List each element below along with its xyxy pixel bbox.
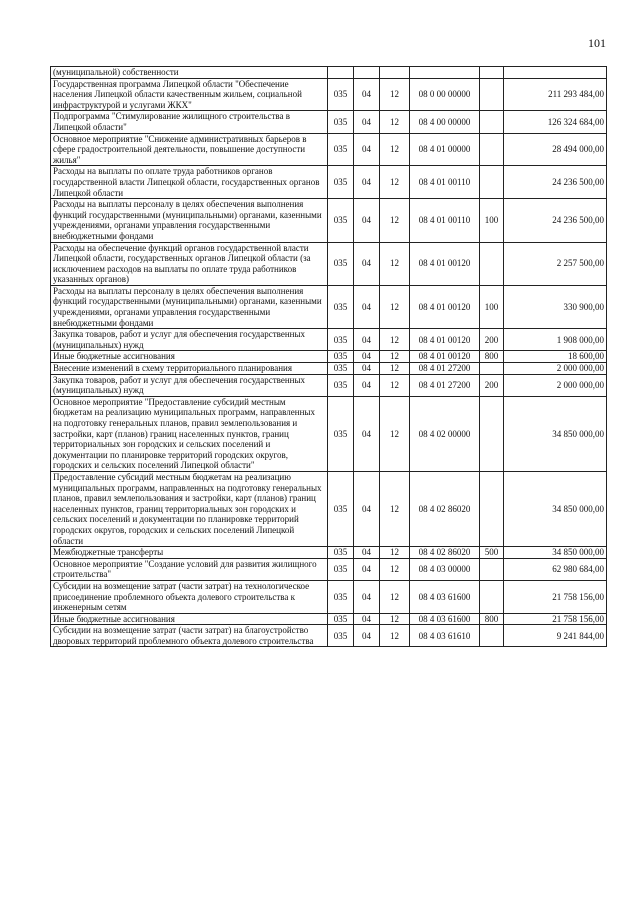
cell-podrazdel: 12 xyxy=(380,547,410,559)
cell-ved: 035 xyxy=(328,558,354,580)
cell-razdel: 04 xyxy=(354,613,380,625)
cell-name: Иные бюджетные ассигнования xyxy=(51,613,328,625)
table-row xyxy=(51,67,607,79)
cell-podrazdel: 12 xyxy=(380,242,410,285)
cell-ved: 035 xyxy=(328,111,354,133)
cell-razdel: 04 xyxy=(354,199,380,242)
cell-csr: 08 4 03 61600 xyxy=(410,580,480,613)
cell-razdel: 04 xyxy=(354,133,380,166)
cell-csr: 08 4 01 27200 xyxy=(410,363,480,375)
cell-csr: 08 4 03 00000 xyxy=(410,558,480,580)
cell-sum: 21 758 156,00 xyxy=(504,613,607,625)
table-row xyxy=(51,285,607,328)
cell-sum: 34 850 000,00 xyxy=(504,396,607,471)
cell-sum xyxy=(504,67,607,79)
cell-ved: 035 xyxy=(328,580,354,613)
table-row xyxy=(51,558,607,580)
cell-razdel: 04 xyxy=(354,351,380,363)
cell-razdel: 04 xyxy=(354,329,380,351)
cell-sum: 21 758 156,00 xyxy=(504,580,607,613)
cell-csr xyxy=(410,67,480,79)
cell-razdel: 04 xyxy=(354,111,380,133)
cell-name: (муниципальной) собственности xyxy=(51,67,328,79)
cell-name: Закупка товаров, работ и услуг для обеспечения государственных (муниципальных) нужд xyxy=(51,374,328,396)
cell-name: Основное мероприятие "Предоставление субсидий местным бюджетам на реализацию муниципальных программ, направленных на подготовку генеральных планов, правил землепользования и застройки, карт (планов) границ населенных пунктов, границ территориальных зон городских и сельских поселений и документации по планировке территорий городских округов, городских и сельских поселений Липецкой области" xyxy=(51,396,328,471)
table-row xyxy=(51,329,607,351)
cell-vr: 800 xyxy=(480,613,504,625)
cell-razdel: 04 xyxy=(354,625,380,647)
cell-podrazdel: 12 xyxy=(380,374,410,396)
cell-podrazdel: 12 xyxy=(380,199,410,242)
cell-podrazdel: 12 xyxy=(380,363,410,375)
cell-csr: 08 4 01 00110 xyxy=(410,166,480,199)
cell-csr: 08 4 01 00000 xyxy=(410,133,480,166)
cell-name: Субсидии на возмещение затрат (части затрат) на благоустройство дворовых территорий проблемного объекта долевого строительства xyxy=(51,625,328,647)
cell-ved: 035 xyxy=(328,351,354,363)
cell-name: Межбюджетные трансферты xyxy=(51,547,328,559)
cell-podrazdel: 12 xyxy=(380,580,410,613)
cell-vr xyxy=(480,78,504,111)
cell-ved xyxy=(328,67,354,79)
cell-podrazdel xyxy=(380,67,410,79)
cell-vr: 100 xyxy=(480,199,504,242)
cell-razdel: 04 xyxy=(354,78,380,111)
cell-sum: 24 236 500,00 xyxy=(504,166,607,199)
cell-sum: 24 236 500,00 xyxy=(504,199,607,242)
table-row xyxy=(51,625,607,647)
cell-podrazdel: 12 xyxy=(380,166,410,199)
cell-name: Подпрограмма "Стимулирование жилищного строительства в Липецкой области" xyxy=(51,111,328,133)
cell-csr: 08 4 01 00120 xyxy=(410,242,480,285)
cell-sum: 62 980 684,00 xyxy=(504,558,607,580)
cell-ved: 035 xyxy=(328,396,354,471)
cell-csr: 08 4 01 00120 xyxy=(410,285,480,328)
cell-podrazdel: 12 xyxy=(380,351,410,363)
cell-podrazdel: 12 xyxy=(380,613,410,625)
cell-sum: 9 241 844,00 xyxy=(504,625,607,647)
budget-table-body xyxy=(51,67,607,647)
cell-podrazdel: 12 xyxy=(380,329,410,351)
cell-name: Предоставление субсидий местным бюджетам на реализацию муниципальных программ, направленных на подготовку генеральных планов, правил землепользования и застройки, карт (планов) границ населенных пунктов, границ территориальных зон городских и сельских поселений и документации по планировке территорий городских округов, городских и сельских поселений Липецкой области xyxy=(51,471,328,546)
cell-sum: 126 324 684,00 xyxy=(504,111,607,133)
cell-vr xyxy=(480,625,504,647)
cell-name: Иные бюджетные ассигнования xyxy=(51,351,328,363)
table-row xyxy=(51,199,607,242)
cell-razdel: 04 xyxy=(354,547,380,559)
cell-podrazdel: 12 xyxy=(380,558,410,580)
cell-name: Государственная программа Липецкой области "Обеспечение населения Липецкой области качественным жильем, социальной инфраструктурой и услугами ЖКХ" xyxy=(51,78,328,111)
cell-podrazdel: 12 xyxy=(380,133,410,166)
cell-razdel: 04 xyxy=(354,363,380,375)
cell-vr xyxy=(480,111,504,133)
cell-vr xyxy=(480,471,504,546)
cell-csr: 08 4 01 00120 xyxy=(410,351,480,363)
cell-csr: 08 4 03 61600 xyxy=(410,613,480,625)
table-row xyxy=(51,242,607,285)
cell-name: Внесение изменений в схему территориального планирования xyxy=(51,363,328,375)
cell-vr: 200 xyxy=(480,374,504,396)
budget-table xyxy=(50,66,607,647)
cell-sum: 28 494 000,00 xyxy=(504,133,607,166)
cell-razdel: 04 xyxy=(354,166,380,199)
cell-ved: 035 xyxy=(328,363,354,375)
cell-ved: 035 xyxy=(328,242,354,285)
cell-vr xyxy=(480,396,504,471)
cell-name: Расходы на выплаты персоналу в целях обеспечения выполнения функций государственными (муниципальными) органами, казенными учреждениями, органами управления государственными внебюджетными фондами xyxy=(51,285,328,328)
table-row xyxy=(51,111,607,133)
cell-podrazdel: 12 xyxy=(380,471,410,546)
cell-name: Расходы на обеспечение функций органов государственной власти Липецкой области, государственных органов Липецкой области (за исключением расходов на выплаты по оплате труда работников указанных органов) xyxy=(51,242,328,285)
cell-sum: 211 293 484,00 xyxy=(504,78,607,111)
cell-ved: 035 xyxy=(328,625,354,647)
cell-ved: 035 xyxy=(328,547,354,559)
cell-podrazdel: 12 xyxy=(380,396,410,471)
table-row xyxy=(51,351,607,363)
cell-vr xyxy=(480,558,504,580)
cell-ved: 035 xyxy=(328,166,354,199)
cell-vr: 100 xyxy=(480,285,504,328)
cell-name: Субсидии на возмещение затрат (части затрат) на технологическое присоединение проблемного объекта долевого строительства к инженерным сетям xyxy=(51,580,328,613)
table-row xyxy=(51,363,607,375)
cell-razdel: 04 xyxy=(354,374,380,396)
cell-sum: 34 850 000,00 xyxy=(504,471,607,546)
cell-sum: 2 000 000,00 xyxy=(504,374,607,396)
cell-podrazdel: 12 xyxy=(380,111,410,133)
cell-podrazdel: 12 xyxy=(380,78,410,111)
table-row xyxy=(51,133,607,166)
cell-vr xyxy=(480,166,504,199)
cell-sum: 18 600,00 xyxy=(504,351,607,363)
cell-ved: 035 xyxy=(328,374,354,396)
cell-vr xyxy=(480,580,504,613)
cell-sum: 1 908 000,00 xyxy=(504,329,607,351)
cell-name: Основное мероприятие "Создание условий для развития жилищного строительства" xyxy=(51,558,328,580)
cell-csr: 08 4 01 00120 xyxy=(410,329,480,351)
cell-sum: 2 000 000,00 xyxy=(504,363,607,375)
page-number: 101 xyxy=(588,36,606,50)
cell-podrazdel: 12 xyxy=(380,625,410,647)
table-row xyxy=(51,396,607,471)
cell-sum: 2 257 500,00 xyxy=(504,242,607,285)
cell-name: Основное мероприятие "Снижение административных барьеров в сфере градостроительной деятельности, повышение доступности жилья" xyxy=(51,133,328,166)
table-row xyxy=(51,78,607,111)
cell-razdel: 04 xyxy=(354,558,380,580)
cell-csr: 08 4 01 00110 xyxy=(410,199,480,242)
cell-csr: 08 4 02 86020 xyxy=(410,547,480,559)
cell-razdel: 04 xyxy=(354,471,380,546)
cell-vr xyxy=(480,67,504,79)
cell-vr xyxy=(480,133,504,166)
cell-razdel: 04 xyxy=(354,580,380,613)
cell-ved: 035 xyxy=(328,471,354,546)
cell-razdel: 04 xyxy=(354,242,380,285)
cell-ved: 035 xyxy=(328,78,354,111)
cell-csr: 08 4 02 86020 xyxy=(410,471,480,546)
table-row xyxy=(51,471,607,546)
cell-sum: 330 900,00 xyxy=(504,285,607,328)
cell-podrazdel: 12 xyxy=(380,285,410,328)
cell-csr: 08 4 03 61610 xyxy=(410,625,480,647)
cell-razdel xyxy=(354,67,380,79)
cell-vr: 500 xyxy=(480,547,504,559)
cell-csr: 08 4 01 27200 xyxy=(410,374,480,396)
cell-ved: 035 xyxy=(328,329,354,351)
cell-vr xyxy=(480,242,504,285)
table-row xyxy=(51,374,607,396)
table-row xyxy=(51,613,607,625)
cell-razdel: 04 xyxy=(354,396,380,471)
cell-csr: 08 0 00 00000 xyxy=(410,78,480,111)
cell-csr: 08 4 02 00000 xyxy=(410,396,480,471)
cell-csr: 08 4 00 00000 xyxy=(410,111,480,133)
cell-ved: 035 xyxy=(328,613,354,625)
table-row xyxy=(51,580,607,613)
cell-name: Расходы на выплаты персоналу в целях обеспечения выполнения функций государственными (муниципальными) органами, казенными учреждениями, органами управления государственными внебюджетными фондами xyxy=(51,199,328,242)
table-row xyxy=(51,166,607,199)
cell-ved: 035 xyxy=(328,285,354,328)
cell-ved: 035 xyxy=(328,133,354,166)
table-row xyxy=(51,547,607,559)
cell-vr: 800 xyxy=(480,351,504,363)
cell-vr: 200 xyxy=(480,329,504,351)
cell-name: Закупка товаров, работ и услуг для обеспечения государственных (муниципальных) нужд xyxy=(51,329,328,351)
cell-sum: 34 850 000,00 xyxy=(504,547,607,559)
cell-razdel: 04 xyxy=(354,285,380,328)
cell-name: Расходы на выплаты по оплате труда работников органов государственной власти Липецкой области, государственных органов Липецкой области xyxy=(51,166,328,199)
cell-vr xyxy=(480,363,504,375)
cell-ved: 035 xyxy=(328,199,354,242)
